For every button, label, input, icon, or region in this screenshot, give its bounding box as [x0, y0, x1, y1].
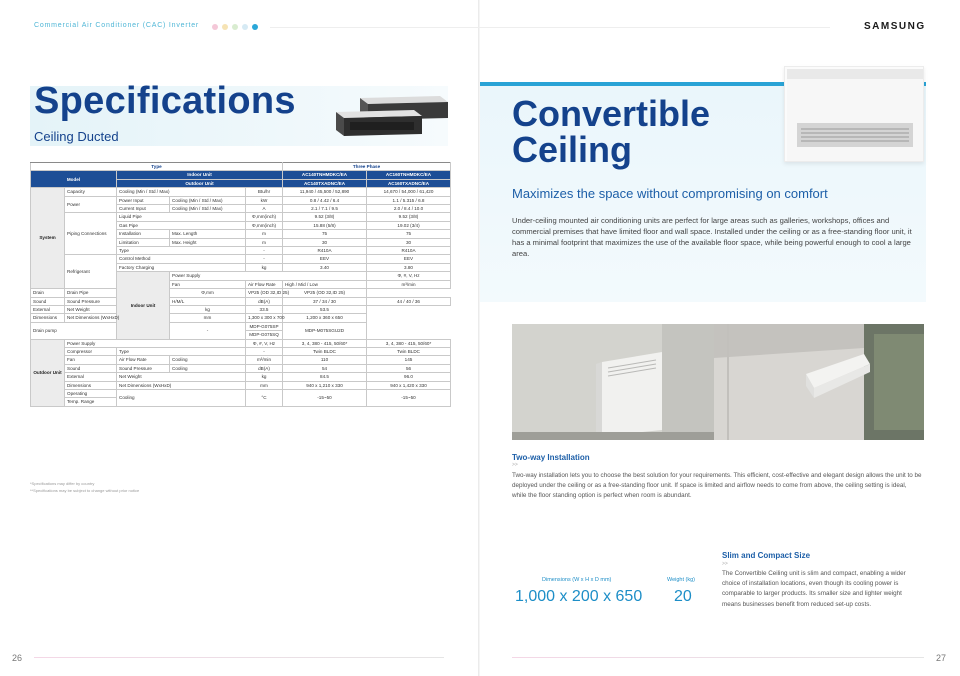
- row-label: Capacity: [65, 188, 117, 196]
- row-sublabel: Cooling: [170, 356, 246, 364]
- two-way-text: Two-way installation lets you to choose the best solution for your requirements. This efficient, cost-effective and elegant design allows the unit to be deployed under the ceiling or as a free-standing floor unit. If space is limited and airflow needs to come from above, the ceiling setting is ideal, while the floor standing option is perfect when room is abundant.: [512, 472, 922, 500]
- cell: 9.52 (3/8): [367, 213, 451, 221]
- row-sublabel: Type: [117, 347, 246, 355]
- heading-accent: >>: [722, 561, 728, 567]
- cell: 96.0: [367, 373, 451, 381]
- row-label: Fan: [170, 280, 246, 288]
- unit: dB(A): [246, 364, 283, 372]
- footer-rule: [512, 657, 924, 658]
- unit: °C: [246, 389, 283, 406]
- ceiling-installation-photo: [714, 324, 924, 440]
- row-sublabel: Cooling (Min / Std / Max): [117, 188, 246, 196]
- row-sublabel: Cooling (Min / Std / Max): [170, 196, 246, 204]
- unit: Φ,mm(inch): [246, 221, 283, 229]
- weight-label: Weight (kg): [667, 577, 696, 583]
- row-label: Piping Connections: [65, 213, 117, 255]
- dot: [212, 24, 218, 30]
- header-rule: [270, 27, 830, 28]
- row-label: Sound: [65, 364, 117, 372]
- cell: VP25 (OD 32,ID 25): [283, 289, 367, 297]
- cell: 14,670 / 54,000 / 61,420: [367, 188, 451, 196]
- cell: 2.0 / 8.4 / 10.0: [367, 205, 451, 213]
- two-way-heading: Two-way Installation: [512, 453, 590, 462]
- cell: 9.52 (3/8): [283, 213, 367, 221]
- cell: 75: [283, 230, 367, 238]
- unit: -: [170, 322, 246, 339]
- slim-heading: Slim and Compact Size: [722, 551, 811, 560]
- unit: dB(A): [246, 297, 283, 305]
- cell: Twin BLDC: [283, 347, 367, 355]
- cell: 1,300 x 300 x 700: [246, 314, 283, 322]
- row-sublabel: Cooling: [117, 389, 246, 406]
- cell: 15.88 (5/8): [283, 221, 367, 229]
- intro-paragraph: Under-ceiling mounted air conditioning units are perfect for large areas such as galleries, workshops, offices and commercial premises that have limited floor and wall space. Installed under the ceiling or as a free-standing floor unit, it has a minimal footprint that maximizes the use of the available floor space, while being powerful enough to cool a large area.: [512, 216, 912, 258]
- cell: 84.5: [283, 373, 367, 381]
- cell: 54: [283, 364, 367, 372]
- cell: 3.40: [283, 263, 367, 271]
- model-code: AC160TXADNC/EA: [367, 179, 451, 187]
- model-code: AC140TXADNC/EA: [283, 179, 367, 187]
- convertible-unit-image: [784, 66, 924, 162]
- row-sublabel: Air Flow Rate: [117, 356, 170, 364]
- row-sublabel: Current Input: [117, 205, 170, 213]
- row-label: Power Supply: [65, 339, 246, 347]
- cell: 33.5: [246, 305, 283, 313]
- row-sublabel: Power Input: [117, 196, 170, 204]
- cell: 1.1 / 5.315 / 6.8: [367, 196, 451, 204]
- unit: kg: [170, 305, 246, 313]
- decorative-dots: [212, 24, 258, 30]
- unit: Φ, #, V, Hz: [367, 272, 451, 280]
- row-label: Fan: [65, 356, 117, 364]
- unit: mm: [170, 314, 246, 322]
- row-sublabel: Drain Pipe: [65, 289, 170, 297]
- row-sublabel: High / Mid / Low: [283, 280, 367, 288]
- row-sublabel: Net Dimensions (WxHxD): [117, 381, 246, 389]
- cell: MDP-G075SQ: [246, 331, 283, 339]
- cell: Twin BLDC: [367, 347, 451, 355]
- cell: 30: [367, 238, 451, 246]
- row-label: External: [65, 373, 117, 381]
- system-group: System: [31, 188, 65, 289]
- dot: [242, 24, 248, 30]
- row-sublabel: Type: [117, 247, 246, 255]
- cell: 940 x 1,210 x 330: [283, 381, 367, 389]
- floor-installation-photo: [512, 324, 714, 440]
- row-sublabel: Factory Charging: [117, 263, 246, 271]
- footnote: **Specifications may be subject to change without prior notice: [30, 488, 140, 493]
- row-sublabel: Liquid Pipe: [117, 213, 246, 221]
- cell: 75: [367, 230, 451, 238]
- cell: 940 x 1,420 x 330: [367, 381, 451, 389]
- unit: m: [246, 230, 283, 238]
- dot: [252, 24, 258, 30]
- unit: m: [246, 238, 283, 246]
- unit: -: [246, 347, 283, 355]
- unit: kW: [246, 196, 283, 204]
- row-sublabel: Sound Pressure: [65, 297, 117, 305]
- row-label: Drain: [31, 289, 65, 297]
- section-title: Commercial Air Conditioner (CAC) Inverter: [34, 22, 200, 29]
- page-title: [512, 93, 711, 170]
- row-sublabel: Sound Pressure: [117, 364, 170, 372]
- row-sublabel: Air Flow Rate: [246, 280, 283, 288]
- row-sublabel: Cooling: [170, 364, 246, 372]
- row-label: Drain pump: [31, 322, 170, 339]
- cell: 0.8 / 4.42 / 6.4: [283, 196, 367, 204]
- cell: 44 / 40 / 36: [367, 297, 451, 305]
- row-label: Dimensions: [31, 314, 65, 322]
- footer-rule: [34, 657, 444, 658]
- model-code: AC160TNHMDKC/EA: [367, 171, 451, 179]
- row-sublabel: Net Weight: [65, 305, 170, 313]
- phase-header: Three Phase: [283, 163, 451, 171]
- footnote: *Specifications may differ by country: [30, 481, 95, 486]
- unit: A: [246, 205, 283, 213]
- row-label: Power: [65, 196, 117, 213]
- unit: Φ,mm(inch): [246, 213, 283, 221]
- type-header: Type: [31, 163, 283, 171]
- cell: MDP-M075SGU2D: [283, 322, 367, 339]
- spec-table: [30, 162, 451, 407]
- row-sublabel: Limitation: [117, 238, 170, 246]
- dimensions-value: 1,000 x 200 x 650: [515, 588, 643, 605]
- cell: 110: [283, 356, 367, 364]
- row-sublabel: Net Dimensions (WxHxD): [65, 314, 170, 322]
- cell: 37 / 34 / 30: [283, 297, 367, 305]
- outdoor-unit-header: Outdoor Unit: [117, 179, 283, 187]
- cell: -15~50: [283, 389, 367, 406]
- unit-illustration: [785, 67, 925, 163]
- row-label: Operating: [65, 389, 117, 397]
- cell: 11,940 / 45,500 / 52,890: [283, 188, 367, 196]
- cell: 3.80: [367, 263, 451, 271]
- outdoor-group: Outdoor Unit: [31, 339, 65, 406]
- cell: 53.5: [283, 305, 367, 313]
- page-number-left: 26: [12, 653, 23, 663]
- row-sublabel: H/M/L: [170, 297, 246, 305]
- row-label: External: [31, 305, 65, 313]
- page-subtitle: Maximizes the space without compromising on comfort: [512, 186, 828, 201]
- model-header: Model: [31, 171, 117, 188]
- unit: -: [246, 247, 283, 255]
- unit: Φ, #, V, Hz: [246, 339, 283, 347]
- unit: m³/min: [367, 280, 451, 288]
- cell: 30: [283, 238, 367, 246]
- row-label: Compressor: [65, 347, 117, 355]
- ceiling-ducted-unit-image: [330, 92, 452, 138]
- brand-logo: SAMSUNG: [864, 21, 926, 32]
- cell: 19.02 (3/4): [367, 221, 451, 229]
- cell: 1,200 x 360 x 650: [283, 314, 367, 322]
- row-label: Refrigerant: [65, 255, 117, 289]
- row-sublabel: Net Weight: [117, 373, 246, 381]
- title-line: Ceiling: [512, 129, 633, 170]
- cell: 3, 4, 380 - 415, 50/60*: [283, 339, 367, 347]
- row-sublabel: Max. Height: [170, 238, 246, 246]
- indoor-unit-header: Indoor Unit: [117, 171, 283, 179]
- model-code: AC140TNHMDKC/EA: [283, 171, 367, 179]
- unit: m³/min: [246, 356, 283, 364]
- row-sublabel: Control Method: [117, 255, 246, 263]
- cell: R410A: [283, 247, 367, 255]
- page-number-right: 27: [936, 653, 947, 663]
- unit: kg: [246, 373, 283, 381]
- cell: 2.1 / 7.1 / 9.5: [283, 205, 367, 213]
- indoor-group: Indoor Unit: [117, 272, 170, 339]
- row-label: Dimensions: [65, 381, 117, 389]
- heading-accent: >>: [512, 462, 518, 468]
- row-label: Sound: [31, 297, 65, 305]
- dot: [222, 24, 228, 30]
- row-sublabel: Max. Length: [170, 230, 246, 238]
- page-title: Specifications: [34, 80, 296, 122]
- cell: R410A: [367, 247, 451, 255]
- cell: -15~50: [367, 389, 451, 406]
- row-sublabel: Gas Pipe: [117, 221, 246, 229]
- row-label: Temp. Range: [65, 398, 117, 406]
- cell: 145: [367, 356, 451, 364]
- cell: EEV: [367, 255, 451, 263]
- cell: VP25 (OD 32,ID 25): [246, 289, 283, 297]
- unit: mm: [246, 381, 283, 389]
- unit: kg: [246, 263, 283, 271]
- unit: -: [246, 255, 283, 263]
- row-label: Power Supply: [170, 272, 367, 280]
- cell: MDP-G075SP: [246, 322, 283, 330]
- weight-value: 20: [674, 588, 692, 605]
- row-sublabel: Cooling (Min / Std / Max): [170, 205, 246, 213]
- unit: Btu/hr: [246, 188, 283, 196]
- unit: Φ,mm: [170, 289, 246, 297]
- cell: 56: [367, 364, 451, 372]
- page-subtitle: Ceiling Ducted: [34, 129, 119, 144]
- cell: EEV: [283, 255, 367, 263]
- slim-text: The Convertible Ceiling unit is slim and compact, enabling a wider choice of installation locations, even though its cooling power is comparable to larger products. Its smaller size and lighter weight means businesses benefit from reduced set-up costs.: [722, 570, 906, 608]
- dimensions-label: Dimensions (W x H x D mm): [542, 577, 612, 583]
- cell: 3, 4, 380 - 415, 50/60*: [367, 339, 451, 347]
- row-sublabel: Installation: [117, 230, 170, 238]
- dot: [232, 24, 238, 30]
- title-line: Convertible: [512, 93, 711, 134]
